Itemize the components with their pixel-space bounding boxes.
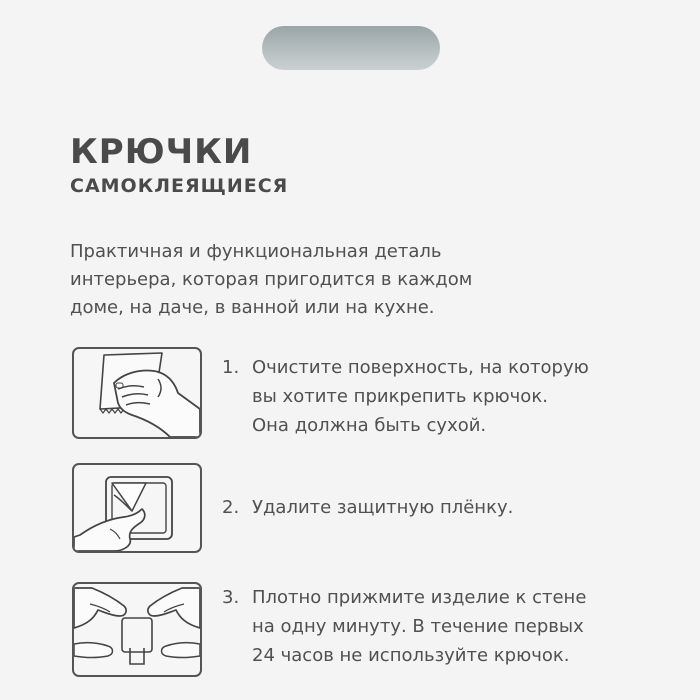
peel-film-icon — [72, 463, 202, 553]
intro-line: Практичная и функциональная деталь — [70, 241, 442, 262]
step-line: Удалите защитную плёнку. — [252, 497, 514, 518]
step-3 — [222, 583, 652, 670]
step-line: Она должна быть сухой. — [252, 415, 487, 436]
intro-line: интерьера, которая пригодится в каждом — [70, 269, 473, 290]
step-line: Очистите поверхность, на которую — [252, 357, 589, 378]
step-2 — [222, 493, 652, 522]
intro-line: доме, на даче, в ванной или на кухне. — [70, 297, 435, 318]
page-title: КРЮЧКИ — [70, 132, 253, 172]
intro-text — [70, 238, 630, 322]
hand-wiping-cloth-icon — [72, 347, 202, 439]
step-number: 2. — [222, 497, 240, 518]
step-1 — [222, 353, 652, 440]
step-line: Плотно прижмите изделие к стене — [252, 587, 587, 608]
page-subtitle: САМОКЛЕЯЩИЕСЯ — [70, 175, 289, 197]
step-number: 1. — [222, 357, 240, 378]
step-line: на одну минуту. В течение первых — [252, 616, 584, 637]
step-line: 24 часов не используйте крючок. — [252, 645, 570, 666]
step-line: вы хотите прикрепить крючок. — [252, 386, 548, 407]
press-hook-icon — [72, 582, 202, 677]
step-number: 3. — [222, 587, 240, 608]
hang-slot — [262, 26, 440, 70]
